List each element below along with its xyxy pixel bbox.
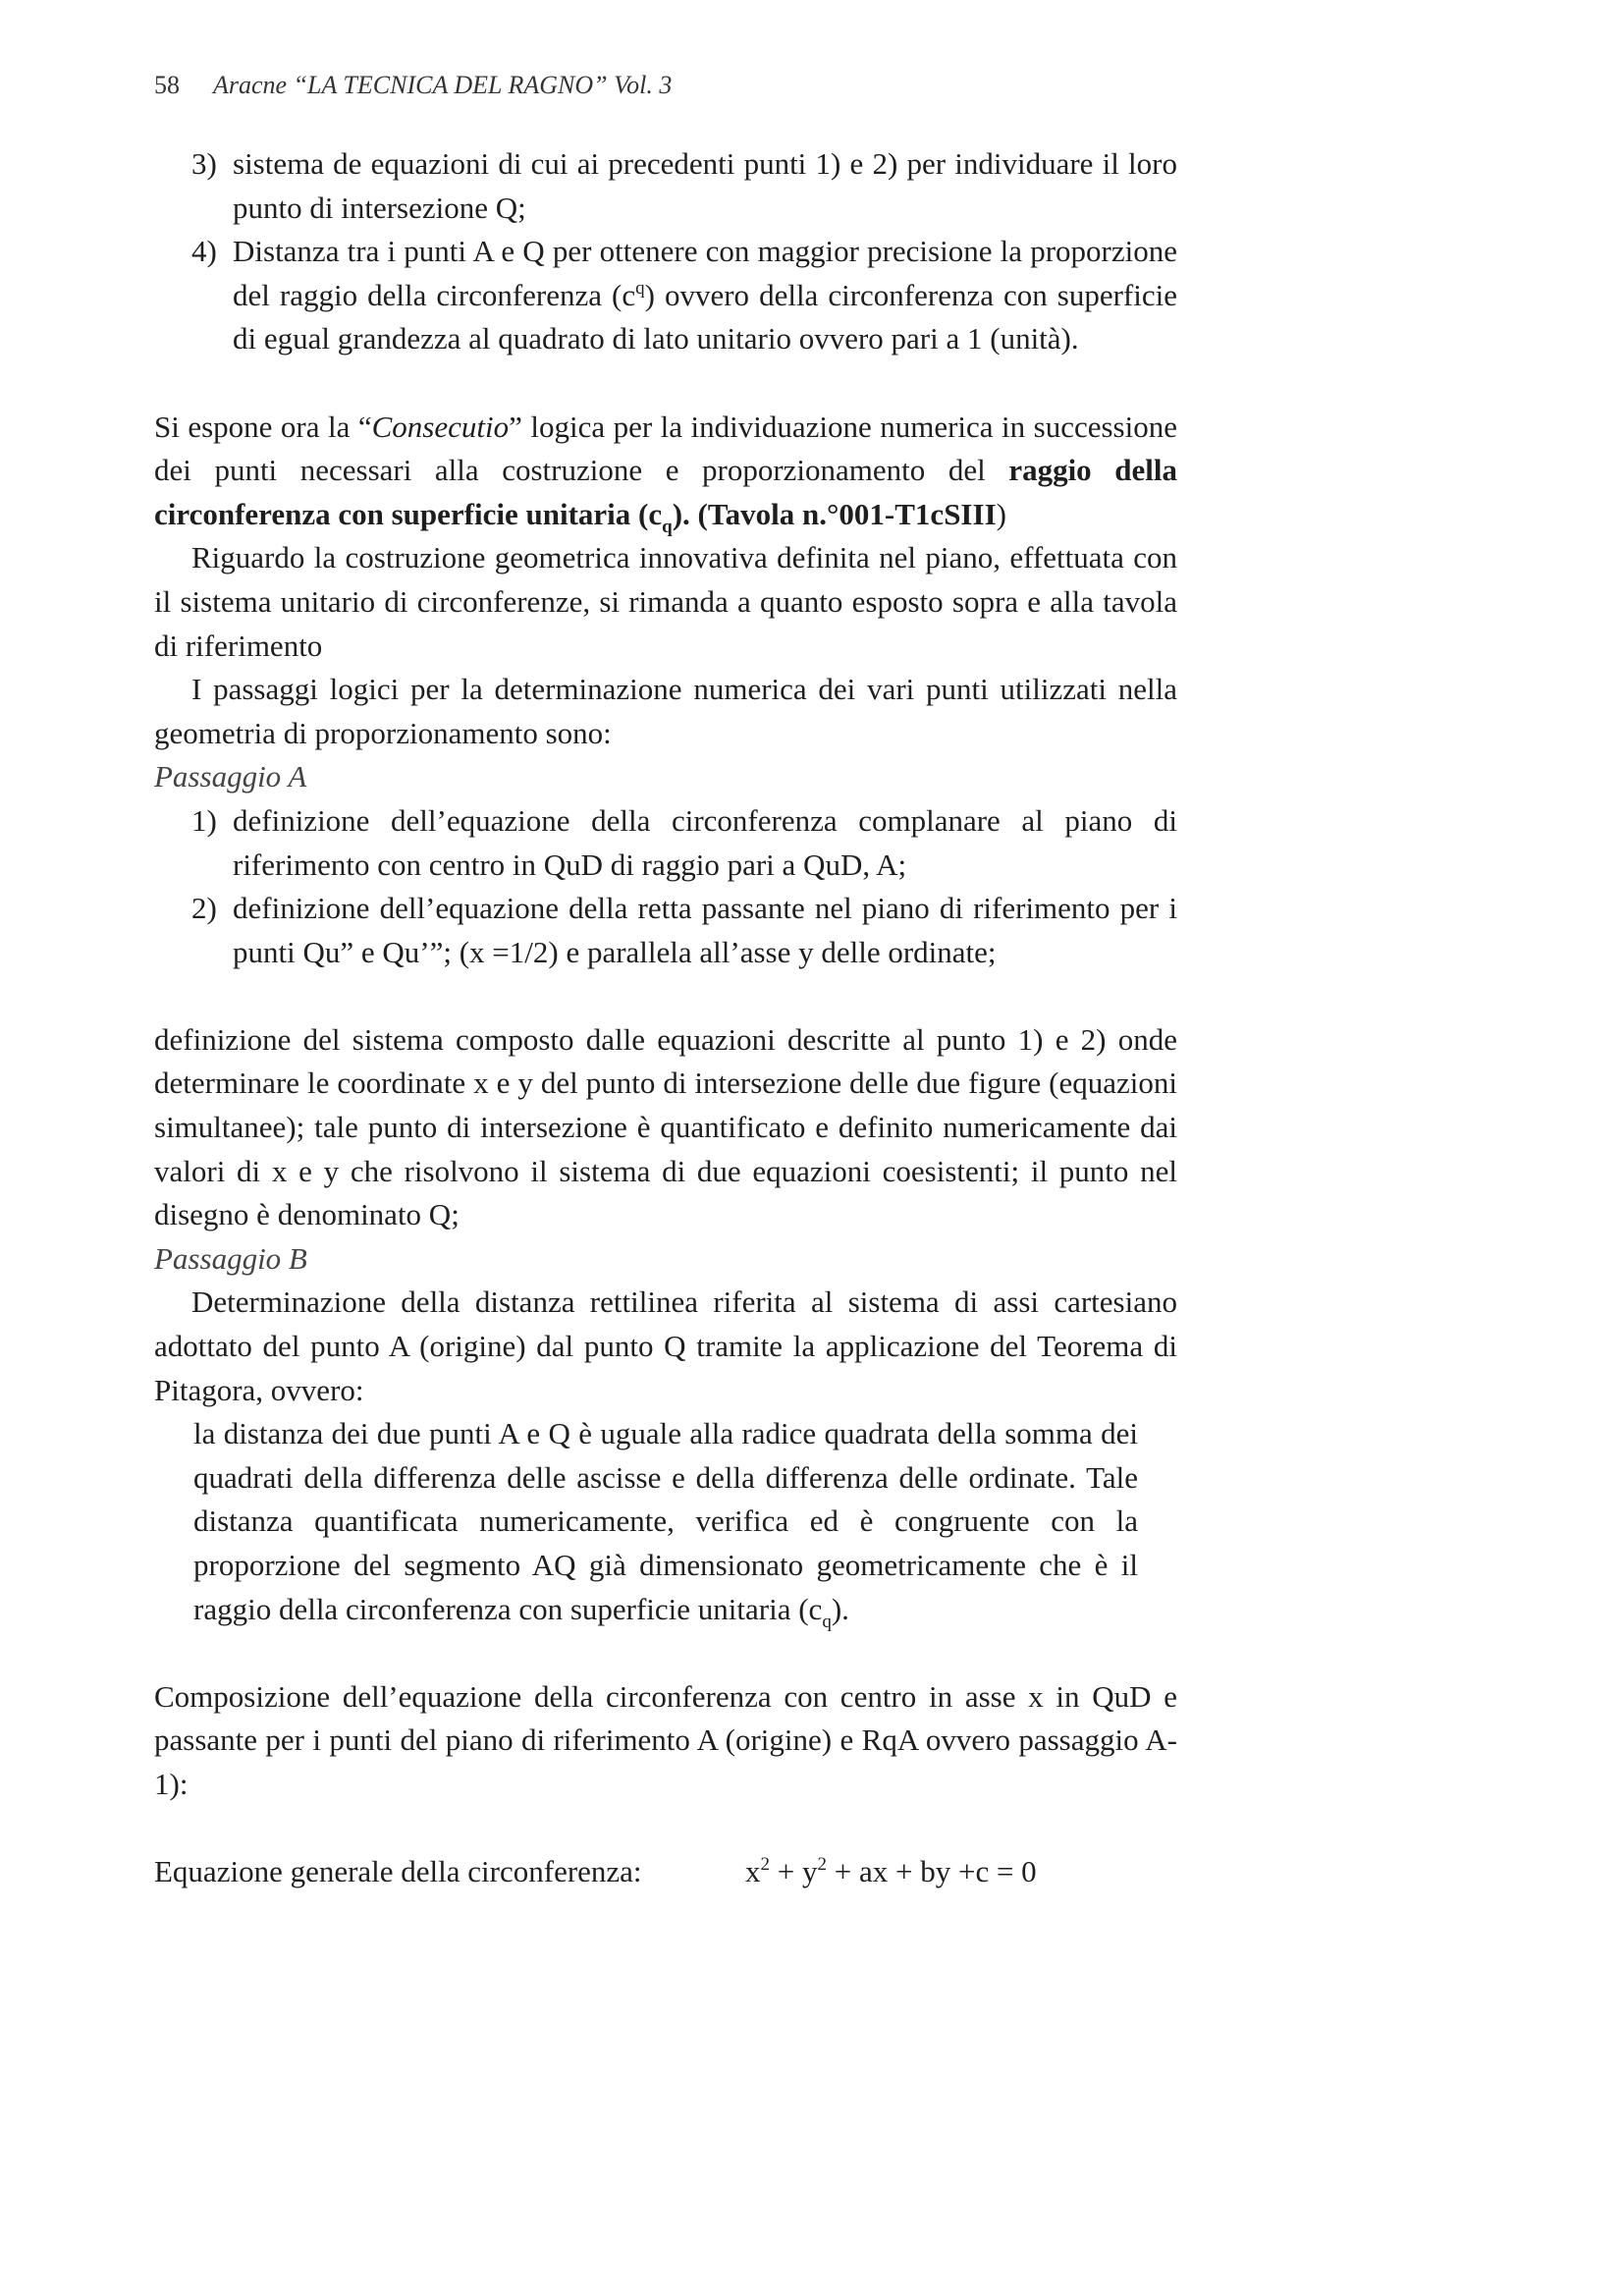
text-run: ) xyxy=(996,496,1006,531)
list-item-a2 xyxy=(154,887,1177,974)
list-text: definizione dell’equazione della circonferenza complanare al piano di riferimento con centro in QuD di raggio pari a QuD, A; xyxy=(233,802,1177,882)
quote-text-cont: ). xyxy=(831,1591,849,1626)
bold-term: raggio della circonferenza con superficie unitaria (c xyxy=(154,453,1177,531)
text-run: ” logica per la individuazione numerica in successione dei punti necessari alla costruzione e proporzionamento del xyxy=(154,409,1177,488)
text-run: Si espone ora la “ xyxy=(154,409,372,444)
page-body xyxy=(154,142,1177,1894)
eq-term: + ax + by +c = 0 xyxy=(826,1854,1037,1889)
heading-passaggio-b: Passaggio B xyxy=(154,1240,307,1276)
superscript-q: q xyxy=(635,277,645,299)
list-text-cont: ) ovvero della circonferenza con superficie di egual grandezza al quadrato di lato unitario ovvero pari a 1 (unità). xyxy=(233,277,1177,356)
equation-row xyxy=(154,1850,1177,1894)
eq-term: x xyxy=(745,1854,761,1889)
eq-exponent: 2 xyxy=(760,1854,770,1876)
running-title: Aracne “LA TECNICA DEL RAGNO” Vol. 3 xyxy=(213,71,673,99)
heading-passaggio-a: Passaggio A xyxy=(154,759,307,794)
list-item-3 xyxy=(154,142,1177,230)
eq-term: + y xyxy=(770,1854,818,1889)
quote-text: la distanza dei due punti A e Q è uguale alla radice quadrata della somma dei quadrati della differenza delle ascisse e della differenza delle ordinate. Tale distanza quantificata numericamente, verifica ed è congruente con la proporzione del segmento AQ già dimensionato geometricamente che è il raggio della circonferenza con superficie unitaria (c xyxy=(193,1416,1138,1626)
paragraph-passaggi: I passaggi logici per la determinazione numerica dei vari punti utilizzati nella geometria di proporzionamento sono: xyxy=(154,672,1177,750)
subscript-q: q xyxy=(822,1611,832,1632)
running-header xyxy=(154,71,672,100)
list-item-a1 xyxy=(154,799,1177,887)
eq-exponent: 2 xyxy=(817,1854,827,1876)
paragraph-passaggio-b: Determinazione della distanza rettilinea riferita al sistema di assi cartesiano adottato del punto A (origine) dal punto Q tramite la applicazione del Teorema di Pitagora, ovvero: xyxy=(154,1285,1177,1407)
list-number: 2) xyxy=(191,891,217,926)
paragraph-definizione: definizione del sistema composto dalle equazioni descritte al punto 1) e 2) onde determinare le coordinate x e y del punto di intersezione delle due figure (equazioni simultanee); tale punto di intersezione è quantificato e definito numericamente dai valori di x e y che risolvono il sistema di due equazioni coesistenti; il punto nel disegno è denominato Q; xyxy=(154,1021,1177,1232)
list-number: 4) xyxy=(191,234,217,269)
paragraph-riguardo: Riguardo la costruzione geometrica innovativa definita nel piano, effettuata con il sistema unitario di circonferenze, si rimanda a quanto esposto sopra e alla tavola di riferimento xyxy=(154,540,1177,663)
list-text: definizione dell’equazione della retta passante nel piano di riferimento per i punti Qu” e Qu’”; (x =1/2) e parallela all’asse y delle ordinate; xyxy=(233,891,1177,969)
table-reference: (Tavola n.°001-T1cSIII xyxy=(697,496,997,531)
subscript-q: q xyxy=(662,516,673,537)
italic-term: Consecutio xyxy=(371,409,510,444)
paragraph-composizione: Composizione dell’equazione della circonferenza con centro in asse x in QuD e passante per i punti del piano di riferimento A (origine) e RqA ovvero passaggio A-1): xyxy=(154,1678,1177,1801)
equation xyxy=(745,1850,1037,1894)
page-number: 58 xyxy=(154,71,180,99)
text-run xyxy=(690,497,698,531)
bold-term: ). xyxy=(672,496,690,531)
list-item-4 xyxy=(154,230,1177,361)
equation-label: Equazione generale della circonferenza: xyxy=(154,1854,642,1889)
list-text: sistema de equazioni di cui ai precedenti punti 1) e 2) per individuare il loro punto di intersezione Q; xyxy=(233,146,1177,225)
list-text: Distanza tra i punti A e Q per ottenere con maggior precisione la proporzione del raggio della circonferenza (c xyxy=(233,234,1177,312)
paragraph-consecutio xyxy=(154,406,1177,537)
block-quote xyxy=(193,1412,1138,1631)
list-number: 3) xyxy=(191,146,217,181)
list-number: 1) xyxy=(191,802,217,838)
